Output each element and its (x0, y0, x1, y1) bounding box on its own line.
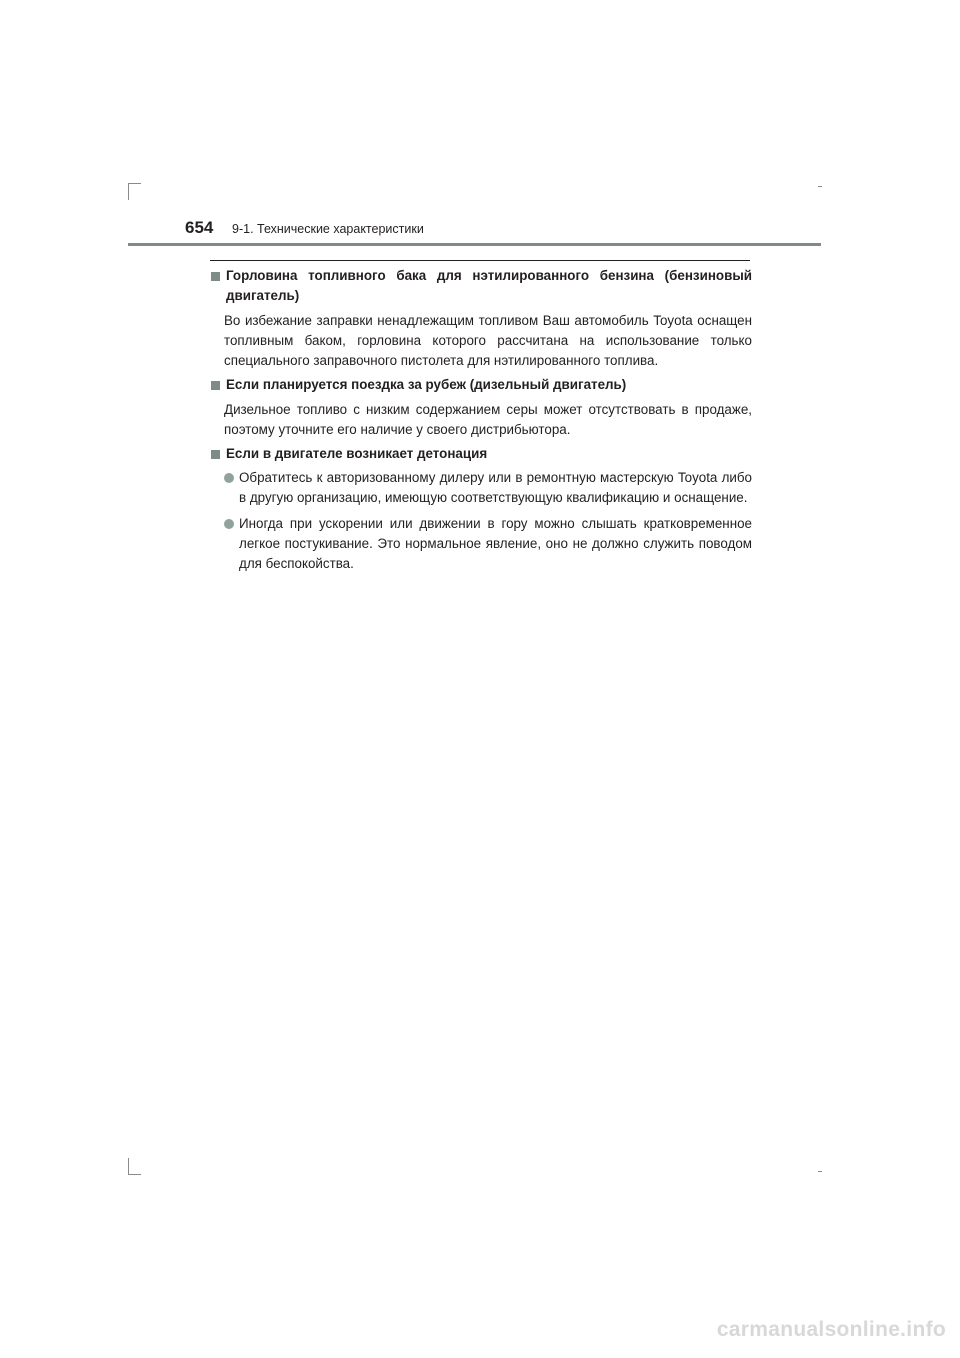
section-title: 9-1. Технические характеристики (232, 222, 424, 236)
watermark: carmanualsonline.info (716, 1318, 946, 1341)
section-paragraph: Дизельное топливо с низким содержанием серы может отсутствовать в продаже, поэтому уточните его наличие у своего дистрибьютора. (224, 402, 752, 437)
crop-mark-top-right (818, 186, 822, 187)
section-travel-abroad (210, 375, 752, 440)
header-rule (128, 243, 821, 246)
section-heading (210, 444, 752, 464)
section-fuel-tank-filler (210, 266, 752, 371)
section-heading-text: Если в двигателе возникает детонация (226, 446, 488, 461)
crop-mark-top-left-horizontal (128, 183, 141, 184)
square-bullet-icon (211, 272, 220, 281)
section-heading-text: Горловина топливного бака для нэтилированного бензина (бензиновый двигатель) (226, 268, 752, 303)
crop-mark-top-left-vertical (128, 183, 129, 200)
list-item-text: Обратитесь к авторизованному дилеру или в ремонтную мастерскую Toyota либо в другую организацию, имеющую соответствующую квалификацию и оснащение. (239, 470, 752, 505)
list-item-text: Иногда при ускорении или движении в гору можно слышать кратковременное легкое постукивание. Это нормальное явление, оно не должно служить поводом для беспокойства. (239, 516, 752, 571)
content-top-rule (210, 260, 750, 261)
page-number: 654 (185, 218, 214, 237)
circle-bullet-icon (224, 473, 234, 483)
section-paragraph: Во избежание заправки ненадлежащим топливом Ваш автомобиль Toyota оснащен топливным баком, горловина которого рассчитана на использование только специального заправочного пистолета для нэтилированного топлива. (224, 313, 752, 368)
circle-bullet-icon (224, 519, 234, 529)
section-heading (210, 375, 752, 395)
crop-mark-bottom-right (818, 1171, 822, 1172)
section-heading (210, 266, 752, 306)
crop-mark-bottom-left-vertical (128, 1158, 129, 1175)
square-bullet-icon (211, 450, 220, 459)
section-heading-text: Если планируется поездка за рубеж (дизельный двигатель) (226, 377, 627, 392)
list-item (224, 514, 752, 574)
square-bullet-icon (211, 381, 220, 390)
crop-mark-bottom-left-horizontal (128, 1174, 141, 1175)
section-engine-knocking (210, 444, 752, 574)
page-content (210, 266, 752, 580)
list-item (224, 468, 752, 508)
